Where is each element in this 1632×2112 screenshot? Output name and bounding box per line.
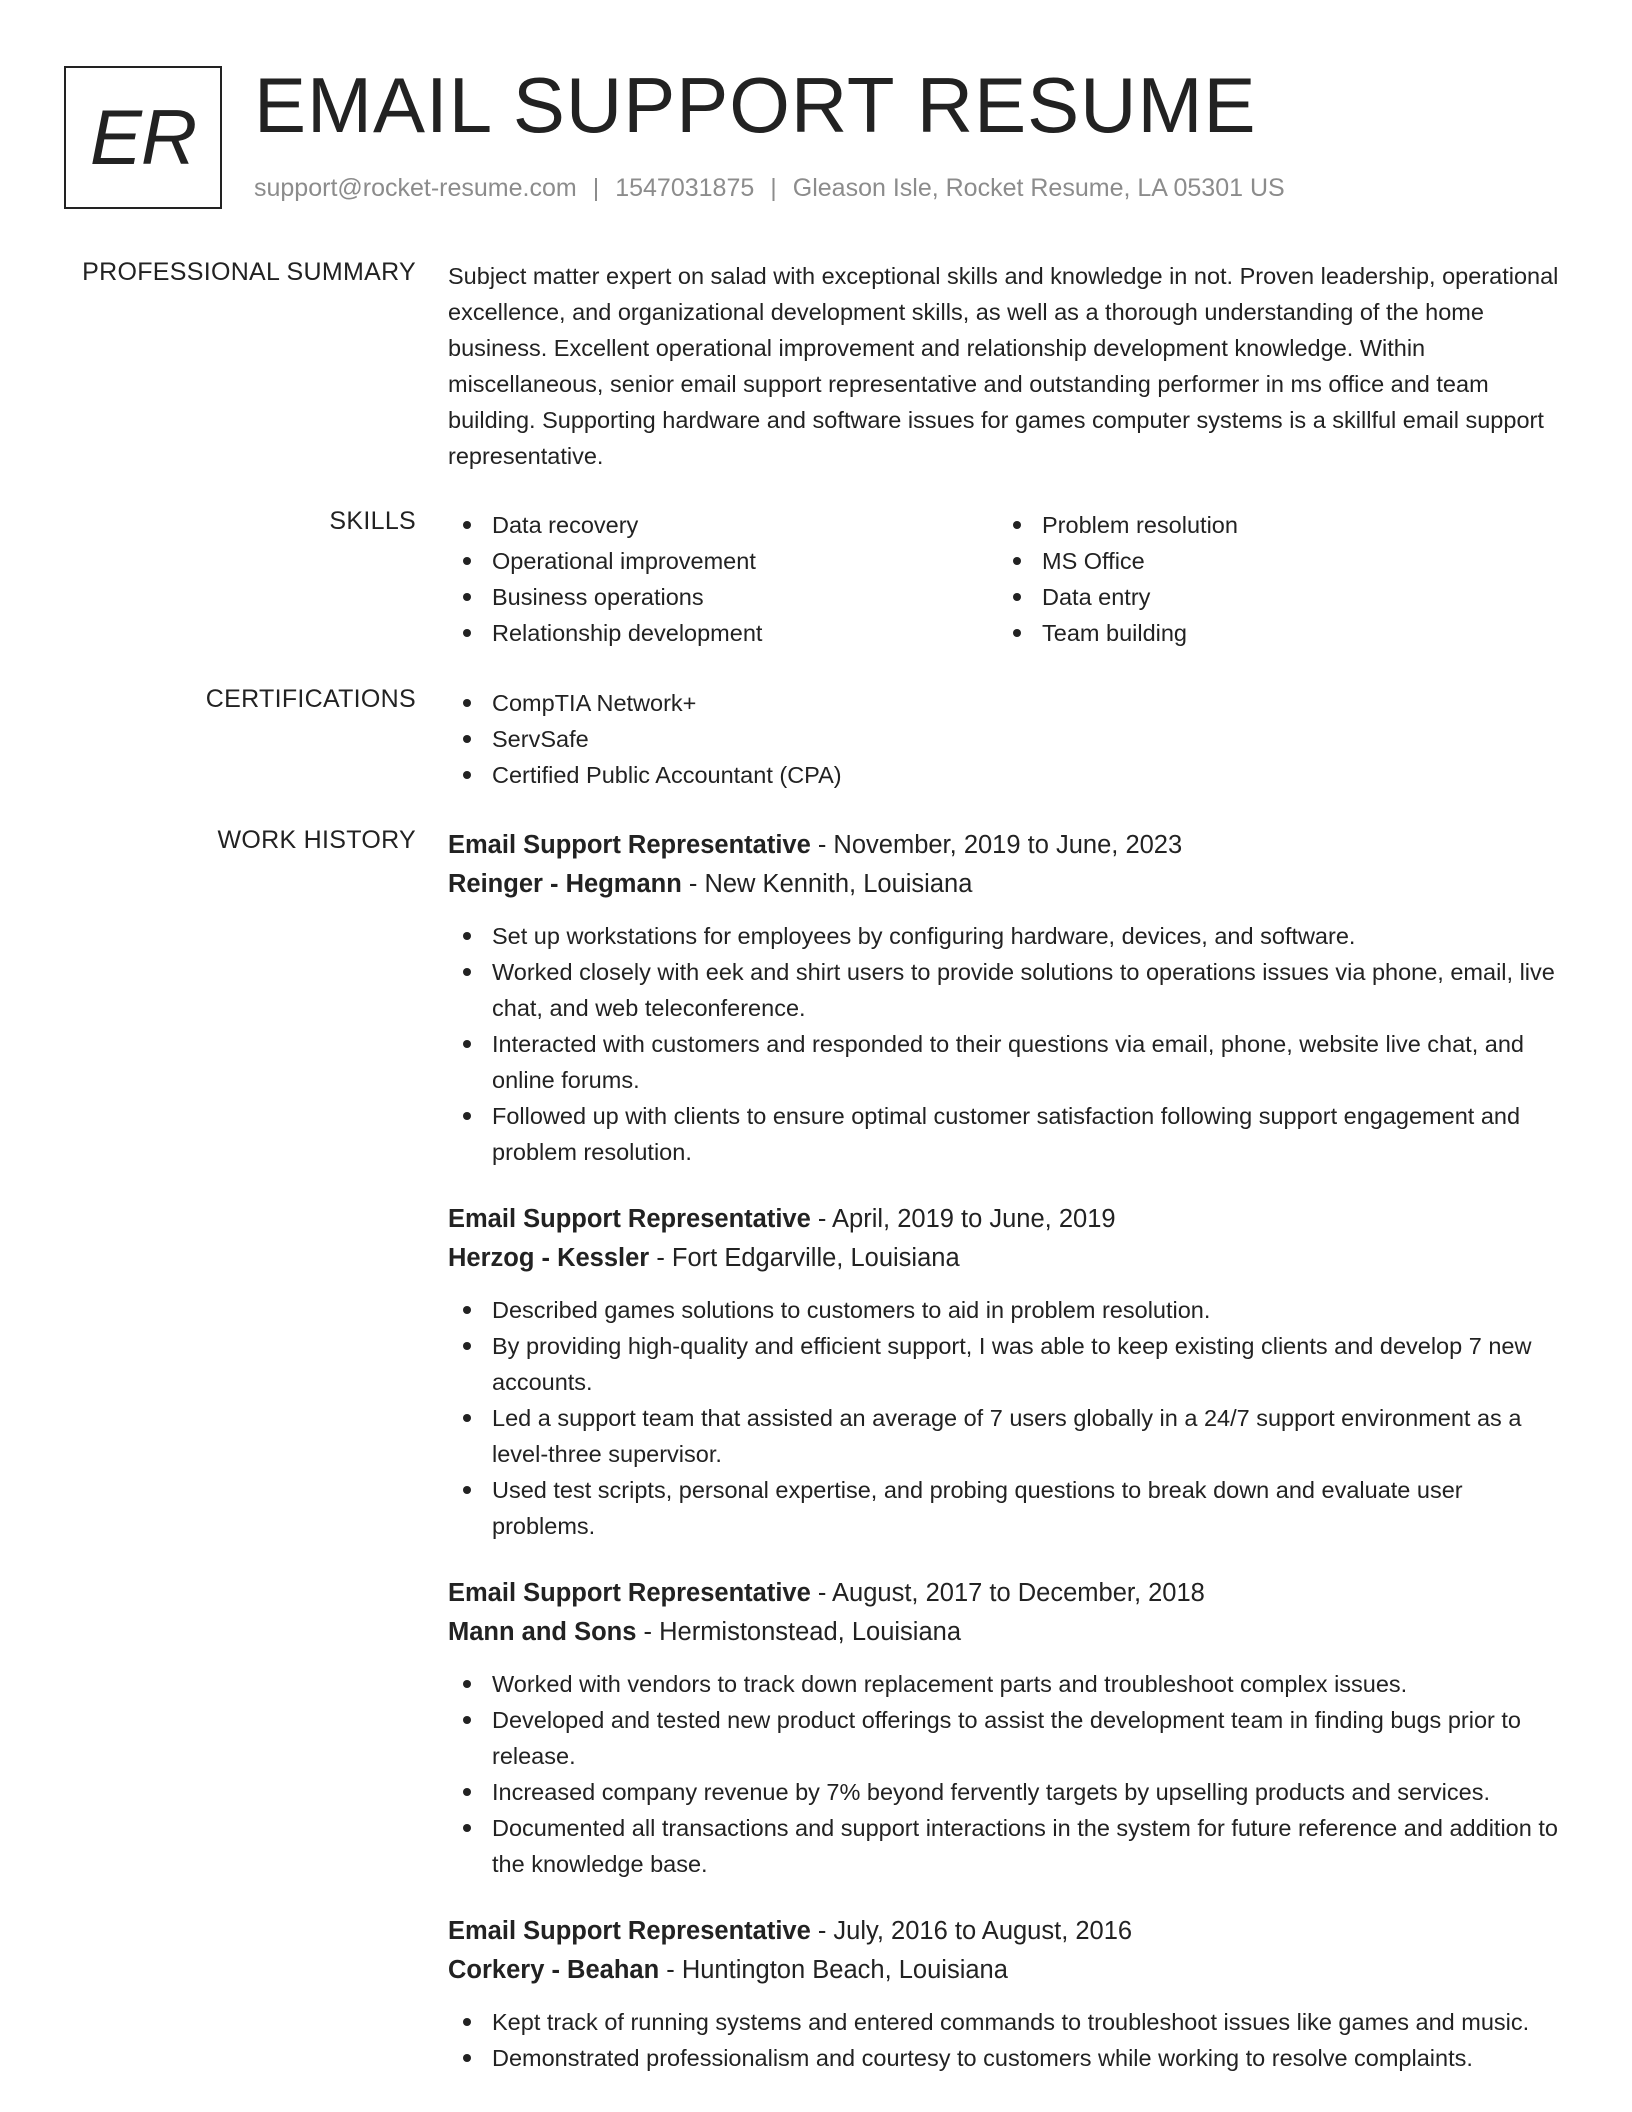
job-company-line — [448, 1613, 1568, 1652]
job-bullet: Documented all transactions and support interactions in the system for future reference and addition to the knowledge base. — [448, 1810, 1568, 1882]
certifications-list — [448, 685, 1568, 793]
job-title: Email Support Representative — [448, 1579, 811, 1607]
job-title: Email Support Representative — [448, 1917, 811, 1945]
job-bullet: Described games solutions to customers to aid in problem resolution. — [448, 1292, 1568, 1328]
monogram-logo: ER — [64, 66, 222, 209]
job-company: Corkery - Beahan — [448, 1956, 660, 1984]
skill-item: Data recovery — [448, 507, 998, 543]
contact-address: Gleason Isle, Rocket Resume, LA 05301 US — [792, 174, 1285, 202]
job-bullet: Used test scripts, personal expertise, and probing questions to break down and evaluate user problems. — [448, 1472, 1568, 1544]
job-entry — [448, 1574, 1568, 1882]
job-bullet: Worked with vendors to track down replacement parts and troubleshoot complex issues. — [448, 1666, 1568, 1702]
job-location: - Fort Edgarville, Louisiana — [649, 1244, 960, 1272]
job-dates: - November, 2019 to June, 2023 — [810, 831, 1183, 859]
job-bullet: Set up workstations for employees by configuring hardware, devices, and software. — [448, 918, 1568, 954]
skill-item: Team building — [998, 615, 1548, 651]
section-heading-skills: SKILLS — [329, 507, 416, 535]
job-bullet: Worked closely with eek and shirt users to provide solutions to operations issues via phone, email, live chat, and web teleconference. — [448, 954, 1568, 1026]
job-entry — [448, 1912, 1568, 2076]
job-entry — [448, 826, 1568, 1170]
job-location: - New Kennith, Louisiana — [681, 870, 973, 898]
job-bullet: Kept track of running systems and entered commands to troubleshoot issues like games and music. — [448, 2004, 1568, 2040]
job-entry — [448, 1200, 1568, 1544]
skill-item: Relationship development — [448, 615, 998, 651]
contact-separator: | — [592, 174, 600, 202]
job-title: Email Support Representative — [448, 831, 811, 859]
skill-item: Data entry — [998, 579, 1548, 615]
job-bullets — [448, 2004, 1568, 2076]
job-dates: - April, 2019 to June, 2019 — [810, 1205, 1116, 1233]
resume-header — [64, 61, 1584, 210]
contact-phone[interactable]: 1547031875 — [615, 174, 755, 202]
section-heading-work-history: WORK HISTORY — [217, 826, 416, 854]
job-bullets — [448, 1666, 1568, 1882]
job-title-line — [448, 1200, 1568, 1239]
job-title-line — [448, 1912, 1568, 1951]
job-dates: - August, 2017 to December, 2018 — [810, 1579, 1205, 1607]
skills-grid — [448, 507, 1568, 651]
summary-text: Subject matter expert on salad with exceptional skills and knowledge in not. Proven leadership, operational excellence, and organizational development skills, as well as a thorough understanding of the home business. Excellent operational improvement and relationship development knowledge. Within miscellaneous, senior email support representative and outstanding performer in ms office and team building. Supporting hardware and software issues for games computer systems is a skillful email support representative. — [448, 263, 1559, 469]
skills-list-right — [998, 507, 1548, 651]
skill-item: Business operations — [448, 579, 998, 615]
job-company-line — [448, 1951, 1568, 1990]
job-company: Mann and Sons — [448, 1618, 637, 1646]
job-bullets — [448, 918, 1568, 1170]
contact-separator: | — [770, 174, 777, 202]
section-heading-certifications: CERTIFICATIONS — [205, 685, 416, 713]
work-history-body — [448, 826, 1568, 2106]
contact-line — [254, 174, 1285, 203]
skill-item: MS Office — [998, 543, 1548, 579]
certifications-body — [448, 685, 1568, 793]
job-company: Herzog - Kessler — [448, 1244, 650, 1272]
job-bullet: Interacted with customers and responded to their questions via email, phone, website live chat, and online forums. — [448, 1026, 1568, 1098]
resume-title: EMAIL SUPPORT RESUME — [254, 61, 1257, 149]
certification-item: ServSafe — [448, 721, 1568, 757]
job-bullet: Led a support team that assisted an average of 7 users globally in a 24/7 support environment as a level-three supervisor. — [448, 1400, 1568, 1472]
skill-item: Problem resolution — [998, 507, 1548, 543]
job-bullet: Demonstrated professionalism and courtesy to customers while working to resolve complaints. — [448, 2040, 1568, 2076]
job-bullet: Increased company revenue by 7% beyond fervently targets by upselling products and services. — [448, 1774, 1568, 1810]
job-bullet: Developed and tested new product offerings to assist the development team in finding bugs prior to release. — [448, 1702, 1568, 1774]
job-bullet: By providing high-quality and efficient support, I was able to keep existing clients and develop 7 new accounts. — [448, 1328, 1568, 1400]
job-company-line — [448, 865, 1568, 904]
job-title: Email Support Representative — [448, 1205, 811, 1233]
job-dates: - July, 2016 to August, 2016 — [810, 1917, 1133, 1945]
certification-item: Certified Public Accountant (CPA) — [448, 757, 1568, 793]
skills-list-left — [448, 507, 998, 651]
job-location: - Huntington Beach, Louisiana — [659, 1956, 1008, 1984]
job-title-line — [448, 1574, 1568, 1613]
job-title-line — [448, 826, 1568, 865]
contact-email[interactable]: support@rocket-resume.com — [254, 174, 577, 202]
job-bullets — [448, 1292, 1568, 1544]
certification-item: CompTIA Network+ — [448, 685, 1568, 721]
job-company: Reinger - Hegmann — [448, 870, 682, 898]
job-bullet: Followed up with clients to ensure optimal customer satisfaction following support engagement and problem resolution. — [448, 1098, 1568, 1170]
job-company-line — [448, 1239, 1568, 1278]
job-location: - Hermistonstead, Louisiana — [636, 1618, 962, 1646]
skill-item: Operational improvement — [448, 543, 998, 579]
section-heading-summary: PROFESSIONAL SUMMARY — [82, 258, 416, 286]
